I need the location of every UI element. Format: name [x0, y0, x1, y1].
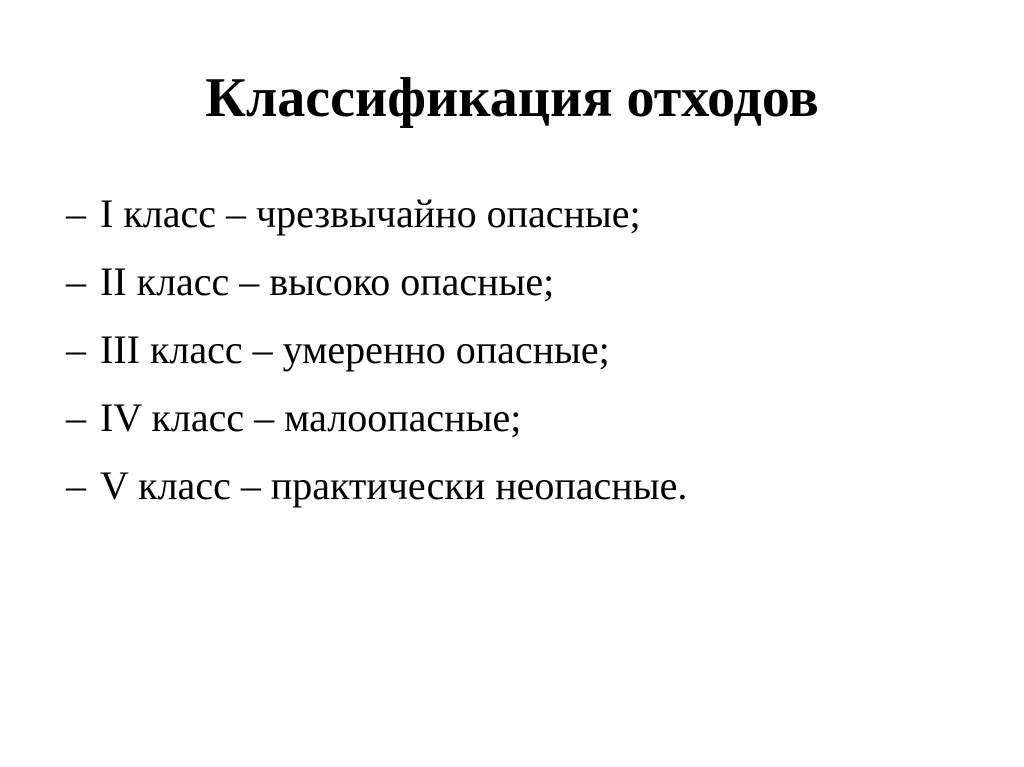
bullet-dash: –: [66, 327, 86, 372]
bullet-dash: –: [66, 463, 86, 508]
list-item: [66, 452, 687, 520]
list-item: [66, 316, 687, 384]
list-item: [66, 384, 687, 452]
list-item-text: I класс – чрезвычайно опасные;: [100, 191, 641, 236]
list-item-text: IV класс – малоопасные;: [100, 395, 522, 440]
slide-title: Классификация отходов: [205, 67, 819, 129]
list-item: [66, 248, 687, 316]
bullet-list: [66, 180, 687, 520]
list-item: [66, 180, 687, 248]
list-item-text: V класс – практически неопасные.: [100, 463, 688, 508]
bullet-dash: –: [66, 191, 86, 236]
list-item-text: II класс – высоко опасные;: [100, 259, 555, 304]
bullet-dash: –: [66, 395, 86, 440]
bullet-dash: –: [66, 259, 86, 304]
list-item-text: III класс – умеренно опасные;: [100, 327, 610, 372]
